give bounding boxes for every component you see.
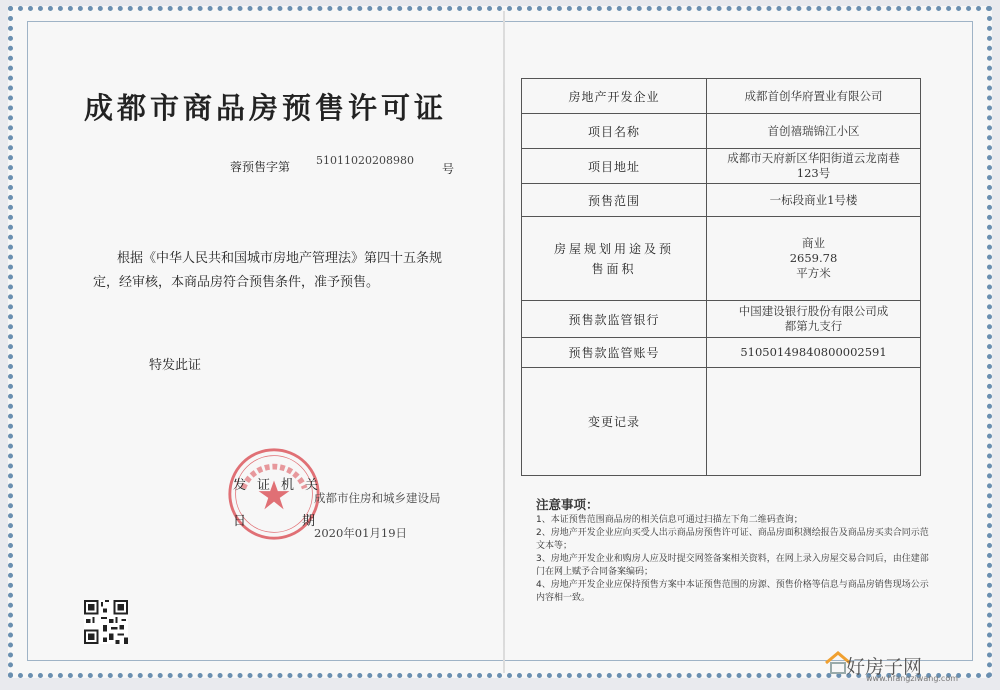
note-item: 2、房地产开发企业应向买受人出示商品房预售许可证、商品房面积测绘报告及商品房买卖合同示范文本等； — [536, 528, 929, 551]
table-key: 预售款监管账号 — [522, 338, 707, 368]
issuer-name: 成都市住房和城乡建设局 — [314, 491, 441, 505]
table-key: 预售款监管银行 — [522, 301, 707, 338]
project-info-table — [521, 78, 921, 476]
table-key: 项目名称 — [522, 114, 707, 149]
note-item: 3、房地产开发企业和购房人应及时提交网签备案相关资料，在网上录入房屋交易合同后，由住建部门在网上赋予合同备案编码； — [536, 554, 929, 577]
table-value: 中国建设银行股份有限公司成都第九支行 — [707, 301, 921, 338]
notes-section — [536, 498, 936, 605]
note-item: 1、本证预售范围商品房的相关信息可通过扫描左下角二维码查询； — [536, 515, 803, 525]
permit-number: 51011020208980 — [316, 154, 414, 167]
issuer-label: 发证机关 — [233, 478, 330, 493]
table-value: 一标段商业1号楼 — [707, 184, 921, 217]
table-row — [522, 114, 921, 149]
table-key: 房屋规划用途及预售面积 — [522, 217, 707, 301]
watermark-brand: 好房子网 — [846, 656, 923, 678]
table-row — [522, 301, 921, 338]
table-row — [522, 149, 921, 184]
table-value: 成都首创华府置业有限公司 — [707, 79, 921, 114]
table-row — [522, 368, 921, 476]
permit-suffix: 号 — [442, 162, 455, 176]
table-value: 51050149840800002591 — [707, 338, 921, 368]
table-row — [522, 217, 921, 301]
table-key: 预售范围 — [522, 184, 707, 217]
watermark-url: www.hfangziwang.com — [866, 674, 959, 683]
special-issue-text: 特发此证 — [149, 358, 202, 373]
page-fold — [503, 11, 505, 673]
table-value: 成都市天府新区华阳街道云龙南巷123号 — [707, 149, 921, 184]
date-label-qi: 期 — [302, 514, 316, 529]
note-item: 4、房地产开发企业应保持预售方案中本证预售范围的房源、预售价格等信息与商品房销售现场公示内容相一致。 — [536, 580, 929, 603]
table-key: 变更记录 — [522, 368, 707, 476]
table-key: 房地产开发企业 — [522, 79, 707, 114]
table-value: 商业 2659.78平方米 — [707, 217, 921, 301]
table-row — [522, 79, 921, 114]
table-value: 首创禧瑞锦江小区 — [707, 114, 921, 149]
table-value — [707, 368, 921, 476]
issue-date: 2020年01月19日 — [314, 526, 408, 540]
date-label-ri: 日 — [233, 514, 247, 529]
certificate-title: 成都市商品房预售许可证 — [84, 91, 448, 125]
table-row — [522, 184, 921, 217]
table-row — [522, 338, 921, 368]
qr-code-icon[interactable] — [84, 600, 128, 644]
table-key: 项目地址 — [522, 149, 707, 184]
legal-basis-paragraph: 根据《中华人民共和国城市房地产管理法》第四十五条规定，经审核，本商品房符合预售条件，准予预售。 — [93, 251, 443, 290]
notes-heading: 注意事项： — [536, 497, 599, 512]
permit-prefix: 蓉预售字第 — [230, 160, 291, 174]
